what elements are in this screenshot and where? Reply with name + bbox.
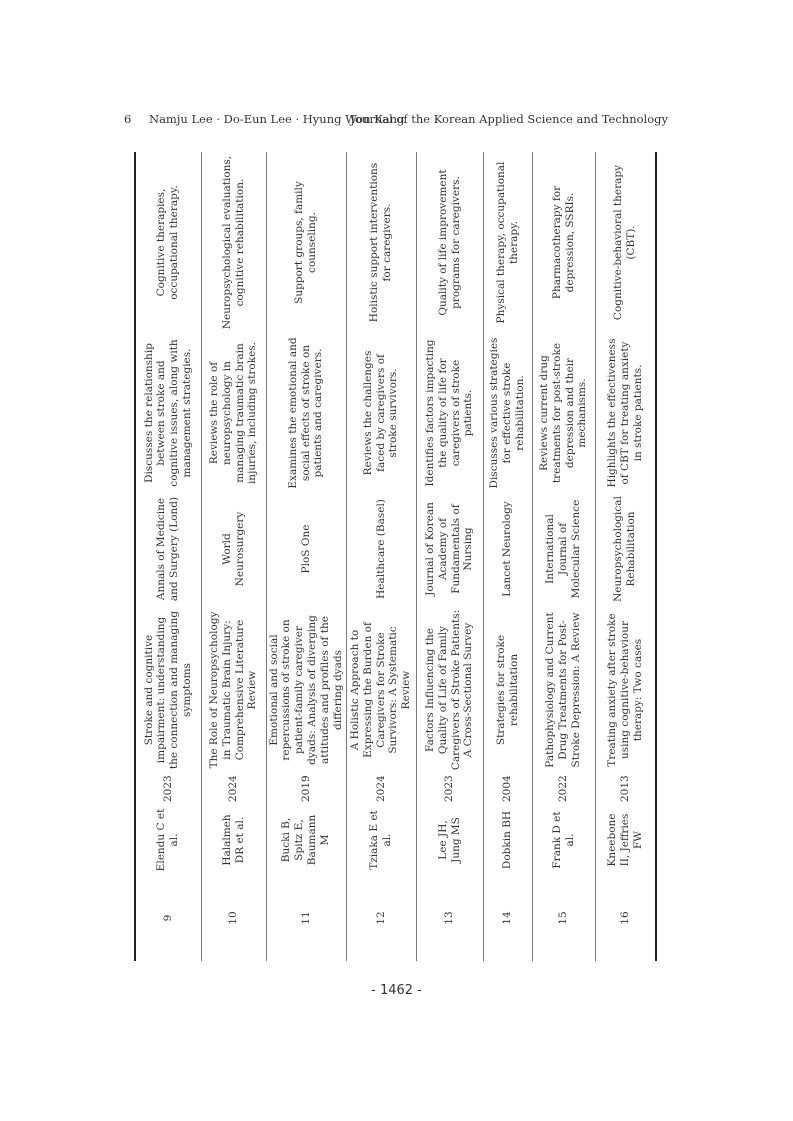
page-footer: - 1462 - xyxy=(371,983,422,998)
cell-intervention: Cognitive therapies, occupational therapy. xyxy=(155,185,181,300)
cell-intervention: Physical therapy, occupational therapy. xyxy=(494,161,520,324)
cell-title: The Role of Neuropsychology in Traumatic Brain Injury: Comprehensive Literature Review xyxy=(207,611,259,769)
cell-summary: Discusses the relationship between stroke and cognitive issues, along with management strategies. xyxy=(142,339,194,487)
table-row xyxy=(416,152,483,961)
cell-authors: Bucki B, Spitz E, Baumann M xyxy=(280,814,331,866)
cell-intervention: Holistic support interventions for caregivers. xyxy=(368,162,393,323)
cell-no: 16 xyxy=(618,911,631,925)
cell-no: 12 xyxy=(374,911,387,925)
cell-journal: PloS One xyxy=(299,524,312,574)
table-row xyxy=(266,152,346,961)
cell-authors: Elendu C et al. xyxy=(155,808,181,872)
cell-authors: Tziaka E et al. xyxy=(368,810,393,870)
cell-summary: Reviews current drug treatments for post-stroke depression and their mechanisms. xyxy=(537,342,589,484)
cell-year: 2023 xyxy=(161,775,174,802)
cell-authors: Lee JH, Jung MS xyxy=(436,817,462,863)
cell-journal: Annals of Medicine and Surgery (Lond) xyxy=(155,496,181,602)
cell-title: A Holistic Approach to Expressing the Burden of Caregivers for Stroke Survivors: A Systematic Review xyxy=(349,622,413,758)
table-row xyxy=(595,152,656,961)
literature-table xyxy=(134,152,657,961)
cell-summary: Discusses various strategies for effective stroke rehabilitation. xyxy=(488,337,526,489)
running-authors: Namju Lee · Do-Eun Lee · Hyung Won Kang xyxy=(149,112,405,126)
cell-no: 15 xyxy=(557,911,570,925)
cell-journal: World Neurosurgery xyxy=(220,511,246,587)
cell-journal: Neuropsychological Rehabilitation xyxy=(612,496,638,602)
cell-year: 2022 xyxy=(557,775,570,802)
cell-no: 14 xyxy=(501,911,514,925)
cell-journal: Healthcare (Basel) xyxy=(374,499,387,599)
table-row xyxy=(346,152,416,961)
cell-year: 2024 xyxy=(374,775,387,802)
cell-journal: Lancet Neurology xyxy=(501,501,514,597)
page-number: 6 xyxy=(124,112,132,126)
cell-year: 2024 xyxy=(227,775,240,802)
running-header xyxy=(0,112,793,128)
cell-summary: Highlights the effectiveness of CBT for treating anxiety in stroke patients. xyxy=(606,338,644,488)
cell-authors: Kneebone II, Jeffries FW xyxy=(606,813,644,867)
cell-no: 10 xyxy=(227,911,240,925)
cell-title: Treating anxiety after stroke using cognitive-behaviour therapy: Two cases xyxy=(606,613,644,767)
cell-authors: Dobkin BH xyxy=(501,810,514,870)
cell-journal: Journal of Korean Academy of Fundamentals of Nursing xyxy=(423,502,475,596)
cell-intervention: Cognitive-behavioral therapy (CBT). xyxy=(612,164,638,321)
cell-title: Emotional and social repercussions of stroke on patient-family caregiver dyads: Analysis of diverging attitudes and profiles of the differing dyads xyxy=(267,615,344,765)
cell-no: 9 xyxy=(161,914,174,922)
cell-intervention: Neuropsychological evaluations, cognitive rehabilitation. xyxy=(220,155,246,330)
cell-authors: Halalmeh DR et al. xyxy=(220,814,246,866)
table-row xyxy=(201,152,266,961)
cell-year: 2023 xyxy=(443,775,456,802)
table-row xyxy=(135,152,201,961)
table-row xyxy=(532,152,595,961)
cell-no: 13 xyxy=(443,911,456,925)
cell-summary: Reviews the role of neuropsychology in managing traumatic brain injuries, including strokes. xyxy=(207,341,259,485)
cell-no: 11 xyxy=(299,911,312,925)
cell-intervention: Pharmacotherapy for depression, SSRIs. xyxy=(550,185,576,300)
cell-title: Strategies for stroke rehabilitation xyxy=(494,634,520,746)
cell-intervention: Quality of life improvement programs for caregivers. xyxy=(436,169,462,316)
table-row xyxy=(483,152,532,961)
cell-intervention: Support groups, family counseling. xyxy=(293,181,318,304)
cell-authors: Frank D et al. xyxy=(550,811,576,869)
cell-title: Pathophysiology and Current Drug Treatments for Post-Stroke Depression: A Review xyxy=(544,612,582,768)
running-journal-title: Journal of the Korean Applied Science and Technology xyxy=(350,112,668,126)
cell-summary: Reviews the challenges faced by caregivers of stroke survivors. xyxy=(361,350,400,476)
cell-year: 2004 xyxy=(501,775,514,802)
cell-summary: Examines the emotional and social effects of stroke on patients and caregivers. xyxy=(286,337,325,489)
rotated-table-container xyxy=(134,152,655,961)
cell-year: 2013 xyxy=(618,775,631,802)
cell-title: Factors Influencing the Quality of Life of Family Caregivers of Stroke Patients: A Cross-Sectional Survey xyxy=(423,609,475,771)
cell-title: Stroke and cognitive impairment: understanding the connection and managing symptoms xyxy=(142,610,194,770)
cell-journal: International Journal of Molecular Science xyxy=(544,499,582,599)
cell-year: 2019 xyxy=(299,775,312,802)
cell-summary: Identifies factors impacting the quality of life for caregivers of stroke patients. xyxy=(423,339,475,487)
